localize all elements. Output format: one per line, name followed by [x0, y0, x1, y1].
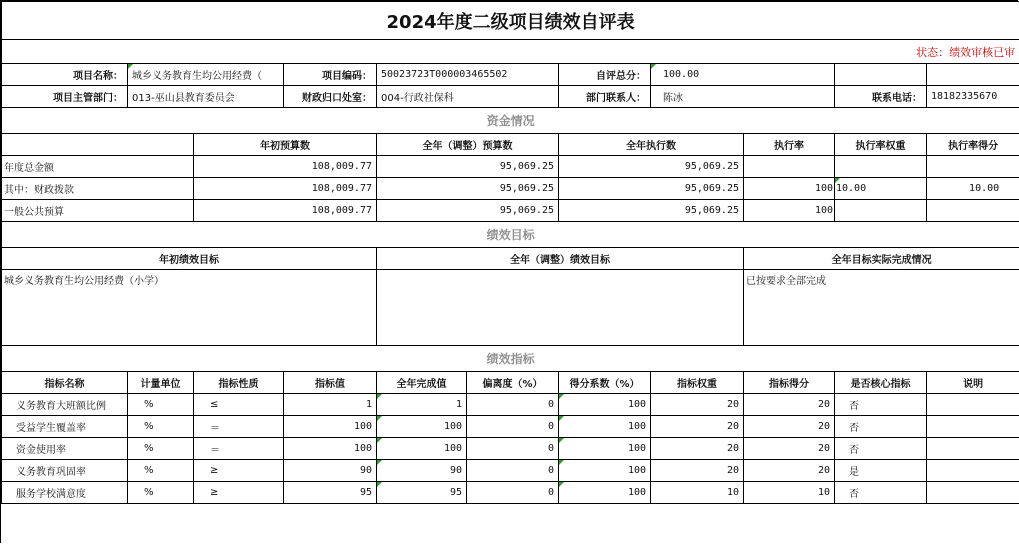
status-badge: 状态：绩效审核已审	[2, 40, 1019, 64]
ind-cell-nature: ≤	[194, 394, 284, 416]
funds-header-row	[2, 134, 1019, 156]
ind-cell-core: 否	[835, 482, 927, 504]
ind-cell-unit: %	[128, 394, 194, 416]
indicator-row	[2, 482, 1019, 504]
ind-cell-value: 95	[284, 482, 377, 504]
funds-cell-rate: 100	[744, 200, 835, 222]
ind-cell-nature: ≥	[194, 482, 284, 504]
indicator-row	[2, 394, 1019, 416]
ind-cell-unit: %	[128, 438, 194, 460]
ind-cell-nature: ＝	[194, 416, 284, 438]
self-score-label: 自评总分：	[559, 64, 651, 86]
funds-cell-score	[927, 200, 1019, 222]
ind-cell-score: 20	[744, 416, 835, 438]
funds-cell-weight	[835, 200, 927, 222]
funds-cell-weight	[835, 156, 927, 178]
ind-cell-name: 受益学生覆盖率	[2, 416, 128, 438]
ind-cell-weight: 20	[651, 460, 744, 482]
goals-actual-text[interactable]: 已按要求全部完成	[744, 270, 1019, 346]
indicators-section-title: 绩效指标	[2, 346, 1019, 372]
finance-value[interactable]: 004-行政社保科	[377, 86, 559, 108]
ind-cell-name: 义务教育大班额比例	[2, 394, 128, 416]
funds-cell-rate: 100	[744, 178, 835, 200]
info-row-1	[2, 64, 1019, 86]
funds-cell-adjusted: 95,069.25	[377, 178, 559, 200]
ind-cell-done[interactable]: 1	[377, 394, 467, 416]
ind-cell-deviation: 0	[467, 394, 559, 416]
funds-cell-initial: 108,009.77	[194, 200, 377, 222]
finance-label: 财政归口处室：	[284, 86, 377, 108]
dept-label: 项目主管部门：	[2, 86, 128, 108]
phone-label: 联系电话：	[835, 86, 927, 108]
goals-header-initial: 年初绩效目标	[2, 248, 377, 270]
funds-cell-executed: 95,069.25	[559, 178, 744, 200]
ind-cell-coef[interactable]: 100	[559, 482, 651, 504]
funds-cell-weight[interactable]: 10.00	[835, 178, 927, 200]
indicator-row	[2, 438, 1019, 460]
ind-cell-coef[interactable]: 100	[559, 438, 651, 460]
funds-header-score: 执行率得分	[927, 134, 1019, 156]
ind-cell-score: 20	[744, 394, 835, 416]
funds-header-initial: 年初预算数	[194, 134, 377, 156]
ind-header-coef: 得分系数（%）	[559, 372, 651, 394]
ind-header-score: 指标得分	[744, 372, 835, 394]
goals-header-actual: 全年目标实际完成情况	[744, 248, 1019, 270]
goals-header-adjusted: 全年（调整）绩效目标	[377, 248, 744, 270]
ind-cell-coef[interactable]: 100	[559, 394, 651, 416]
dept-value[interactable]: 013-巫山县教育委员会	[128, 86, 284, 108]
ind-header-name: 指标名称	[2, 372, 128, 394]
funds-header-rate: 执行率	[744, 134, 835, 156]
ind-cell-deviation: 0	[467, 438, 559, 460]
ind-cell-weight: 10	[651, 482, 744, 504]
ind-header-weight: 指标权重	[651, 372, 744, 394]
funds-cell-adjusted: 95,069.25	[377, 200, 559, 222]
goals-adjusted-text[interactable]	[377, 270, 744, 346]
funds-row	[2, 156, 1019, 178]
ind-cell-value: 1	[284, 394, 377, 416]
ind-cell-deviation: 0	[467, 482, 559, 504]
ind-cell-coef[interactable]: 100	[559, 460, 651, 482]
ind-cell-score: 10	[744, 482, 835, 504]
ind-header-deviation: 偏离度（%）	[467, 372, 559, 394]
contact-value[interactable]: 陈冰	[651, 86, 835, 108]
ind-cell-nature: ＝	[194, 438, 284, 460]
funds-row-label: 一般公共预算	[2, 200, 194, 222]
ind-cell-done[interactable]: 100	[377, 438, 467, 460]
ind-cell-done[interactable]: 95	[377, 482, 467, 504]
ind-cell-deviation: 0	[467, 460, 559, 482]
goals-initial-text[interactable]: 城乡义务教育生均公用经费（小学）	[2, 270, 377, 346]
ind-cell-note[interactable]	[927, 438, 1019, 460]
ind-cell-done[interactable]: 100	[377, 416, 467, 438]
indicators-header-row	[2, 372, 1019, 394]
goals-section-title: 绩效目标	[2, 222, 1019, 248]
ind-header-nature: 指标性质	[194, 372, 284, 394]
funds-cell-executed: 95,069.25	[559, 200, 744, 222]
ind-cell-done[interactable]: 90	[377, 460, 467, 482]
funds-cell-initial: 108,009.77	[194, 178, 377, 200]
funds-header-blank	[2, 134, 194, 156]
ind-cell-core: 是	[835, 460, 927, 482]
ind-cell-value: 100	[284, 438, 377, 460]
ind-cell-core: 否	[835, 416, 927, 438]
indicator-row	[2, 416, 1019, 438]
ind-header-done: 全年完成值	[377, 372, 467, 394]
goals-header-row	[2, 248, 1019, 270]
indicator-row	[2, 460, 1019, 482]
project-code-value[interactable]: 50023723T000003465502	[377, 64, 559, 86]
ind-cell-unit: %	[128, 460, 194, 482]
self-score-value[interactable]: 100.00	[651, 64, 835, 86]
info-empty-2	[927, 64, 1019, 86]
ind-cell-note[interactable]	[927, 394, 1019, 416]
ind-cell-score: 20	[744, 460, 835, 482]
ind-header-value: 指标值	[284, 372, 377, 394]
funds-cell-rate	[744, 156, 835, 178]
goals-body-row	[2, 270, 1019, 346]
ind-cell-value: 100	[284, 416, 377, 438]
project-code-label: 项目编码：	[284, 64, 377, 86]
ind-header-unit: 计量单位	[128, 372, 194, 394]
funds-header-adjusted: 全年（调整）预算数	[377, 134, 559, 156]
funds-cell-score: 10.00	[927, 178, 1019, 200]
funds-header-executed: 全年执行数	[559, 134, 744, 156]
ind-cell-weight: 20	[651, 394, 744, 416]
page-title: 2024年度二级项目绩效自评表	[2, 2, 1019, 40]
funds-cell-adjusted: 95,069.25	[377, 156, 559, 178]
ind-cell-coef[interactable]: 100	[559, 416, 651, 438]
phone-value[interactable]: 18182335670	[927, 86, 1019, 108]
ind-header-core: 是否核心指标	[835, 372, 927, 394]
funds-row	[2, 200, 1019, 222]
ind-cell-weight: 20	[651, 416, 744, 438]
funds-cell-score	[927, 156, 1019, 178]
ind-cell-weight: 20	[651, 438, 744, 460]
info-row-2	[2, 86, 1019, 108]
project-name-value[interactable]: 城乡义务教育生均公用经费（	[128, 64, 284, 86]
ind-cell-unit: %	[128, 416, 194, 438]
funds-row-label: 年度总金额	[2, 156, 194, 178]
ind-cell-name: 资金使用率	[2, 438, 128, 460]
ind-cell-name: 义务教育巩固率	[2, 460, 128, 482]
funds-header-weight: 执行率权重	[835, 134, 927, 156]
ind-cell-note[interactable]	[927, 482, 1019, 504]
funds-cell-initial: 108,009.77	[194, 156, 377, 178]
project-name-label: 项目名称：	[2, 64, 128, 86]
ind-cell-note[interactable]	[927, 460, 1019, 482]
funds-row-label: 其中：财政拨款	[2, 178, 194, 200]
ind-cell-deviation: 0	[467, 416, 559, 438]
ind-cell-unit: %	[128, 482, 194, 504]
ind-cell-value: 90	[284, 460, 377, 482]
ind-cell-score: 20	[744, 438, 835, 460]
contact-label: 部门联系人：	[559, 86, 651, 108]
ind-header-note: 说明	[927, 372, 1019, 394]
ind-cell-core: 否	[835, 438, 927, 460]
ind-cell-nature: ≥	[194, 460, 284, 482]
info-empty-1	[835, 64, 927, 86]
funds-cell-executed: 95,069.25	[559, 156, 744, 178]
ind-cell-name: 服务学校满意度	[2, 482, 128, 504]
ind-cell-note[interactable]	[927, 416, 1019, 438]
evaluation-table	[1, 1, 1019, 504]
ind-cell-core: 否	[835, 394, 927, 416]
funds-row	[2, 178, 1019, 200]
funds-section-title: 资金情况	[2, 108, 1019, 134]
